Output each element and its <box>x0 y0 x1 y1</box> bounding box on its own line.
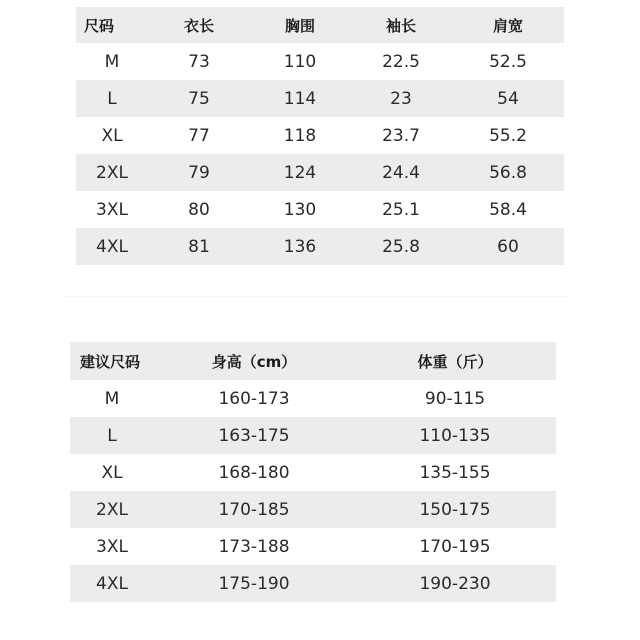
garment-header-cell: 胸围 <box>284 16 315 35</box>
recommend-cell: 2XL <box>96 499 128 520</box>
recommend-cell: 175-190 <box>218 573 290 594</box>
garment-header-cell: 袖长 <box>385 16 416 35</box>
garment-cell: 124 <box>283 162 317 183</box>
recommend-cell: L <box>107 425 117 446</box>
garment-cell: 25.1 <box>382 199 420 220</box>
size-recommendation-table <box>70 342 556 602</box>
garment-cell: 136 <box>283 236 317 257</box>
recommend-cell: 190-230 <box>419 573 491 594</box>
recommend-header-cell: 身高（cm） <box>211 352 297 371</box>
garment-cell: 114 <box>283 88 317 109</box>
garment-row <box>76 228 564 265</box>
garment-cell: 79 <box>188 162 210 183</box>
garment-cell: 23 <box>390 88 412 109</box>
garment-cell: 77 <box>188 125 210 146</box>
recommend-cell: 3XL <box>96 536 128 557</box>
recommend-row <box>70 380 556 417</box>
garment-cell: 24.4 <box>382 162 420 183</box>
recommend-row <box>70 417 556 454</box>
recommend-cell: 4XL <box>96 573 128 594</box>
garment-row <box>76 154 564 191</box>
garment-cell: 81 <box>188 236 210 257</box>
recommend-header-row <box>70 342 556 380</box>
garment-cell: M <box>104 51 120 72</box>
garment-row <box>76 191 564 228</box>
garment-cell: 80 <box>188 199 210 220</box>
recommend-cell: 173-188 <box>218 536 290 557</box>
garment-cell: 130 <box>283 199 317 220</box>
recommend-cell: 135-155 <box>419 462 491 483</box>
garment-cell: 4XL <box>96 236 128 257</box>
recommend-row <box>70 528 556 565</box>
garment-cell: 23.7 <box>382 125 420 146</box>
recommend-table-body <box>70 342 556 602</box>
garment-header-cell: 尺码 <box>84 16 115 35</box>
recommend-cell: 90-115 <box>424 388 486 409</box>
garment-header-cell: 衣长 <box>183 16 214 35</box>
garment-row <box>76 43 564 80</box>
garment-cell: 25.8 <box>382 236 420 257</box>
garment-cell: 118 <box>283 125 317 146</box>
recommend-cell: 170-185 <box>218 499 290 520</box>
recommend-cell: XL <box>101 462 123 483</box>
garment-size-table <box>76 7 564 265</box>
recommend-header-cell: 建议尺码 <box>80 352 141 371</box>
garment-row <box>76 80 564 117</box>
recommend-cell: 170-195 <box>419 536 491 557</box>
garment-header-cell: 肩宽 <box>492 16 523 35</box>
recommend-cell: 168-180 <box>218 462 290 483</box>
garment-cell: 73 <box>188 51 210 72</box>
recommend-header-cell: 体重（斤） <box>417 352 493 371</box>
recommend-cell: 160-173 <box>218 388 290 409</box>
garment-cell: 22.5 <box>382 51 420 72</box>
recommend-cell: M <box>104 388 120 409</box>
recommend-cell: 163-175 <box>218 425 290 446</box>
garment-table-body <box>76 7 564 265</box>
garment-cell: 54 <box>497 88 519 109</box>
garment-cell: 2XL <box>96 162 128 183</box>
garment-cell: 56.8 <box>489 162 527 183</box>
recommend-cell: 110-135 <box>419 425 491 446</box>
garment-cell: 110 <box>283 51 317 72</box>
garment-cell: 52.5 <box>489 51 527 72</box>
garment-cell: 75 <box>188 88 210 109</box>
recommend-row <box>70 565 556 602</box>
recommend-row <box>70 454 556 491</box>
garment-cell: 3XL <box>96 199 128 220</box>
garment-cell: 60 <box>497 236 519 257</box>
garment-header-row <box>76 7 564 43</box>
garment-cell: 55.2 <box>489 125 527 146</box>
recommend-cell: 150-175 <box>419 499 491 520</box>
section-divider <box>62 296 568 297</box>
recommend-row <box>70 491 556 528</box>
garment-row <box>76 117 564 154</box>
garment-cell: L <box>107 88 117 109</box>
garment-cell: 58.4 <box>489 199 527 220</box>
garment-cell: XL <box>101 125 123 146</box>
